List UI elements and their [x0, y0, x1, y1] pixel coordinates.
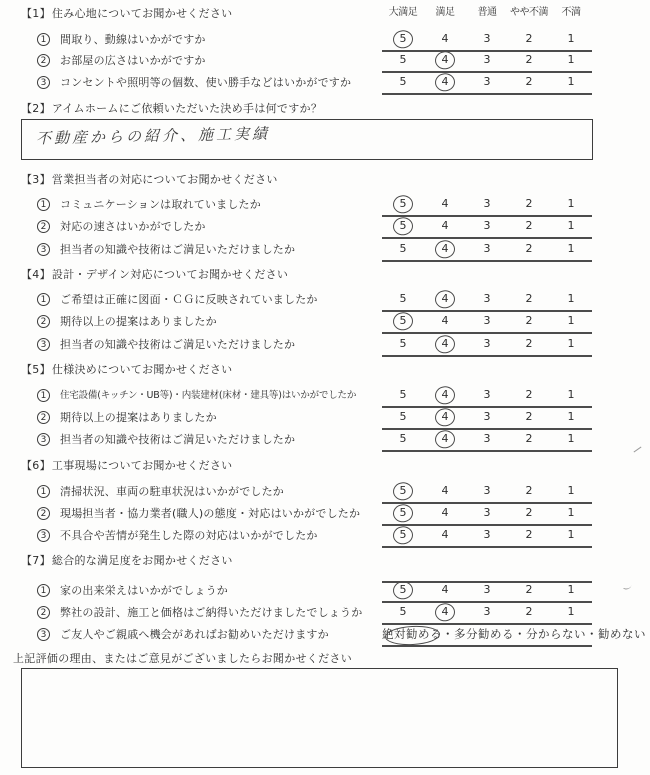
- rating-header-futsuu: 普通: [477, 7, 497, 18]
- rating-value-4: 4: [424, 386, 466, 406]
- rating-value-4: 4: [441, 528, 449, 541]
- circled-number: 1: [37, 485, 50, 498]
- rating-value-4: 4: [424, 430, 466, 450]
- rating-value-2: 2: [525, 53, 533, 66]
- section-2-number: 【2】: [21, 102, 51, 115]
- circled-number: 3: [37, 628, 50, 641]
- question-text: 清掃状況、車両の駐車状況はいかがでしたか: [60, 485, 284, 498]
- question-row: [0, 408, 650, 428]
- section-5-title: [21, 361, 233, 377]
- question-text: 現場担当者・協力業者(職人)の態度・対応はいかがでしたか: [60, 507, 361, 520]
- rating-value-3: 3: [483, 32, 491, 45]
- question-row: [0, 504, 650, 524]
- question-text: コンセントや照明等の個数、使い勝手などはいかがですか: [60, 76, 352, 89]
- rating-scale: [382, 73, 592, 95]
- section-1-title: [21, 5, 233, 21]
- rating-value-1: 1: [567, 388, 575, 401]
- rating-value-3: 3: [483, 506, 491, 519]
- rating-value-2: 2: [525, 197, 533, 210]
- section-1-number: 【1】: [21, 7, 51, 20]
- answer-box: [21, 119, 593, 160]
- circled-number: 3: [37, 76, 50, 89]
- circled-number: 2: [37, 54, 50, 67]
- question-text: コミュニケーションは取れていましたか: [60, 198, 261, 211]
- rating-scale: [382, 408, 592, 430]
- rating-value-2: 2: [525, 388, 533, 401]
- section-7-title: [21, 552, 233, 568]
- rating-value-1: 1: [567, 314, 575, 327]
- rating-value-1: 1: [567, 75, 575, 88]
- rating-value-5: 5: [382, 30, 424, 50]
- question-text: お部屋の広さはいかがですか: [60, 54, 206, 67]
- question-row: [0, 195, 650, 215]
- rating-value-2: 2: [525, 337, 533, 350]
- rating-scale: [382, 482, 592, 504]
- circled-number: 2: [37, 507, 50, 520]
- rating-value-2: 2: [525, 528, 533, 541]
- rating-header: [382, 4, 592, 24]
- rating-value-3: 3: [483, 197, 491, 210]
- section-1-title-text: 住み心地についてお聞かせください: [51, 7, 233, 20]
- section-4-number: 【4】: [21, 268, 51, 281]
- question-text: ご友人やご親戚へ機会があればお勧めいただけますか: [60, 628, 329, 641]
- rating-value-2: 2: [525, 32, 533, 45]
- handwritten-answer: 不動産からの紹介、施工実績: [35, 124, 271, 148]
- rating-scale: [382, 30, 592, 52]
- question-row: [0, 430, 650, 450]
- rating-value-1: 1: [567, 583, 575, 596]
- question-text: 担当者の知識や技術はご満足いただけましたか: [60, 433, 296, 446]
- rating-value-1: 1: [567, 605, 575, 618]
- rating-scale: [382, 430, 592, 452]
- question-text: 担当者の知識や技術はご満足いただけましたか: [60, 243, 296, 256]
- rating-value-4: 4: [441, 219, 449, 232]
- rating-value-3: 3: [483, 410, 491, 423]
- section-2-title: [21, 100, 322, 116]
- question-text: 弊社の設計、施工と価格はご納得いただけましたでしょうか: [60, 606, 363, 619]
- rating-value-5: 5: [399, 75, 407, 88]
- comment-label: 上記評価の理由、またはご意見がございましたらお聞かせください: [13, 652, 352, 665]
- rating-value-5: 5: [399, 53, 407, 66]
- rating-value-5: 5: [382, 195, 424, 215]
- rating-value-5: 5: [382, 581, 424, 601]
- rating-scale: [382, 526, 592, 548]
- circled-number: 2: [37, 606, 50, 619]
- rating-value-5: 5: [382, 217, 424, 237]
- rating-value-5: 5: [399, 388, 407, 401]
- rating-value-2: 2: [525, 506, 533, 519]
- rating-value-3: 3: [483, 292, 491, 305]
- rating-value-4: 4: [441, 32, 449, 45]
- rating-scale: [382, 386, 592, 408]
- question-text: 住宅設備(キッチン・UB等)・内装建材(床材・建具等)はいかがでしたか: [60, 390, 357, 401]
- question-row: [0, 386, 650, 406]
- rating-scale: [382, 290, 592, 312]
- rating-value-5: 5: [399, 410, 407, 423]
- rating-value-5: 5: [399, 292, 407, 305]
- rating-value-1: 1: [567, 506, 575, 519]
- rating-scale: [382, 335, 592, 357]
- question-row: [0, 581, 650, 601]
- rating-value-2: 2: [525, 484, 533, 497]
- question-text: 担当者の知識や技術はご満足いただけましたか: [60, 338, 296, 351]
- question-row: [0, 290, 650, 310]
- rating-value-3: 3: [483, 432, 491, 445]
- rating-value-1: 1: [567, 53, 575, 66]
- rating-value-4: 4: [424, 408, 466, 428]
- question-text: ご希望は正確に図面・ＣＧに反映されていましたか: [60, 293, 318, 306]
- rating-value-2: 2: [525, 432, 533, 445]
- rating-value-1: 1: [567, 32, 575, 45]
- section-5-title-text: 仕様決めについてお聞かせください: [51, 363, 233, 376]
- rating-scale: [382, 581, 592, 603]
- rating-value-2: 2: [525, 314, 533, 327]
- question-row: [0, 30, 650, 50]
- section-3-title: [21, 171, 278, 187]
- section-5-number: 【5】: [21, 363, 51, 376]
- section-6-title-text: 工事現場についてお聞かせください: [51, 459, 233, 472]
- rating-value-1: 1: [567, 432, 575, 445]
- question-row: [0, 73, 650, 93]
- rating-value-1: 1: [567, 528, 575, 541]
- rating-value-3: 3: [483, 528, 491, 541]
- question-text: 期待以上の提案はありましたか: [60, 411, 217, 424]
- section-3-title-text: 営業担当者の対応についてお聞かせください: [51, 173, 278, 186]
- rating-header-manzoku: 満足: [435, 7, 455, 18]
- circled-number: 1: [37, 198, 50, 211]
- rating-value-5: 5: [399, 432, 407, 445]
- question-row: [0, 482, 650, 502]
- rating-value-5: 5: [382, 482, 424, 502]
- circled-number: 1: [37, 33, 50, 46]
- comment-box: [21, 668, 618, 768]
- rating-value-2: 2: [525, 242, 533, 255]
- circled-number: 1: [37, 389, 50, 402]
- section-4-title-text: 設計・デザイン対応についてお聞かせください: [51, 268, 289, 281]
- rating-scale: [382, 217, 592, 239]
- rating-value-3: 3: [483, 53, 491, 66]
- question-row: [0, 526, 650, 546]
- question-row: [0, 51, 650, 71]
- rating-value-3: 3: [483, 605, 491, 618]
- circled-number: 1: [37, 584, 50, 597]
- question-row: [0, 625, 650, 645]
- rating-value-4: 4: [424, 290, 466, 310]
- recommend-options: 絶対勧める・多分勧める・分からない・勧めない: [382, 627, 646, 641]
- rating-value-2: 2: [525, 605, 533, 618]
- rating-scale: [382, 504, 592, 526]
- section-3-number: 【3】: [21, 173, 51, 186]
- rating-value-5: 5: [382, 526, 424, 546]
- rating-value-4: 4: [424, 240, 466, 260]
- rating-value-1: 1: [567, 219, 575, 232]
- rating-value-1: 1: [567, 410, 575, 423]
- question-text: 家の出来栄えはいかがでしょうか: [60, 584, 228, 597]
- rating-value-4: 4: [441, 314, 449, 327]
- rating-value-3: 3: [483, 484, 491, 497]
- rating-value-5: 5: [399, 242, 407, 255]
- rating-value-3: 3: [483, 583, 491, 596]
- rating-value-3: 3: [483, 242, 491, 255]
- circled-number: 1: [37, 293, 50, 306]
- rating-value-4: 4: [441, 484, 449, 497]
- rating-value-4: 4: [441, 197, 449, 210]
- rating-value-3: 3: [483, 388, 491, 401]
- section-2-title-text: アイムホームにご依頼いただいた決め手は何ですか？: [51, 102, 323, 115]
- rating-value-3: 3: [483, 75, 491, 88]
- question-row: [0, 217, 650, 237]
- rating-header-daimanzoku: 大満足: [388, 7, 418, 18]
- circled-number: 3: [37, 529, 50, 542]
- rating-scale: [382, 240, 592, 262]
- question-text: 期待以上の提案はありましたか: [60, 315, 217, 328]
- rating-header-yayafuman: やや不満: [510, 7, 548, 18]
- rating-header-fuman: 不満: [561, 7, 581, 18]
- rating-value-3: 3: [483, 337, 491, 350]
- rating-value-1: 1: [567, 337, 575, 350]
- rating-value-1: 1: [567, 292, 575, 305]
- question-row: [0, 240, 650, 260]
- rating-value-4: 4: [424, 73, 466, 93]
- circled-number: 2: [37, 220, 50, 233]
- rating-value-2: 2: [525, 292, 533, 305]
- rating-value-1: 1: [567, 197, 575, 210]
- rating-value-2: 2: [525, 219, 533, 232]
- section-6-title: [21, 457, 233, 473]
- rating-scale: [382, 603, 592, 625]
- question-text: 対応の速さはいかがでしたか: [60, 220, 206, 233]
- section-4-title: [21, 266, 288, 282]
- rating-value-3: 3: [483, 219, 491, 232]
- rating-value-2: 2: [525, 75, 533, 88]
- rating-value-4: 4: [441, 583, 449, 596]
- question-row: [0, 312, 650, 332]
- circled-number: 3: [37, 243, 50, 256]
- circled-number: 3: [37, 433, 50, 446]
- rating-scale: [382, 312, 592, 334]
- rating-value-5: 5: [399, 337, 407, 350]
- rating-value-4: 4: [441, 506, 449, 519]
- circled-number: 2: [37, 315, 50, 328]
- question-row: [0, 335, 650, 355]
- rating-value-5: 5: [399, 605, 407, 618]
- rating-scale: [382, 195, 592, 217]
- rating-value-1: 1: [567, 484, 575, 497]
- question-text: 不具合や苦情が発生した際の対応はいかがでしたか: [60, 529, 318, 542]
- rating-scale: [382, 51, 592, 73]
- question-row: [0, 603, 650, 623]
- rating-value-2: 2: [525, 410, 533, 423]
- section-6-number: 【6】: [21, 459, 51, 472]
- section-7-title-text: 総合的な満足度をお聞かせください: [51, 554, 233, 567]
- rating-value-4: 4: [424, 603, 466, 623]
- circled-number: 3: [37, 338, 50, 351]
- rating-value-3: 3: [483, 314, 491, 327]
- rating-value-1: 1: [567, 242, 575, 255]
- circled-number: 2: [37, 411, 50, 424]
- rating-value-5: 5: [382, 312, 424, 332]
- question-text: 間取り、動線はいかがですか: [60, 33, 206, 46]
- rating-value-5: 5: [382, 504, 424, 524]
- rating-value-2: 2: [525, 583, 533, 596]
- section-7-number: 【7】: [21, 554, 51, 567]
- rating-value-4: 4: [424, 335, 466, 355]
- rating-value-4: 4: [424, 51, 466, 71]
